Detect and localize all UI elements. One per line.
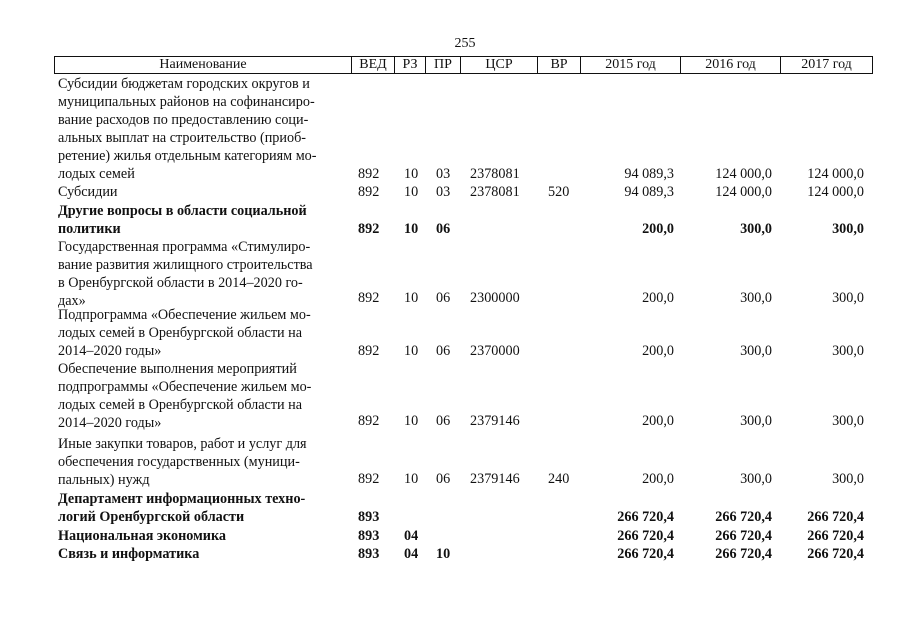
- row-pr: 03: [436, 166, 451, 182]
- row-vr: 240: [548, 471, 570, 487]
- row-2017: 266 720,4: [807, 528, 864, 544]
- header-name: Наименование: [159, 57, 247, 72]
- row-2015: 200,0: [642, 343, 674, 359]
- row-2017: 300,0: [832, 413, 864, 429]
- row-2017: 300,0: [832, 290, 864, 306]
- row-ved: 892: [358, 471, 380, 487]
- row-2015: 200,0: [642, 290, 674, 306]
- row-2015: 200,0: [642, 471, 674, 487]
- row-name: Национальная экономика: [58, 528, 227, 544]
- row-ved: 892: [358, 221, 380, 237]
- row-name: Иные закупки товаров, работ и услуг для обеспечения государственных (муници- пальных) нужд: [58, 436, 307, 488]
- row-pr: 06: [436, 290, 451, 306]
- row-name: Департамент информационных техно- логий Оренбургской области: [58, 491, 306, 525]
- row-ved: 893: [358, 546, 380, 562]
- row-2017: 300,0: [832, 471, 864, 487]
- row-pr: 06: [436, 221, 451, 237]
- row-ved: 892: [358, 290, 380, 306]
- row-name: Связь и информатика: [58, 546, 200, 562]
- header-2017: 2017 год: [780, 57, 872, 73]
- row-2017: 266 720,4: [807, 509, 864, 525]
- row-2017: 124 000,0: [807, 166, 864, 182]
- row-2016: 300,0: [740, 343, 772, 359]
- row-name: Субсидии бюджетам городских округов и муниципальных районов на софинансиро- вание расходов по предоставлению соци- альных выплат на строительство (приоб- ретение) жилья отдельным категориям мо- лодых семей: [58, 76, 317, 182]
- row-csr: 2379146: [470, 471, 520, 487]
- page-number: 255: [454, 36, 476, 51]
- row-2015: 266 720,4: [617, 509, 674, 525]
- header-csr: ЦСР: [460, 57, 537, 73]
- row-2015: 266 720,4: [617, 546, 674, 562]
- row-ved: 892: [358, 343, 380, 359]
- row-pr: 06: [436, 471, 451, 487]
- row-rz: 10: [404, 413, 419, 429]
- row-2016: 124 000,0: [715, 184, 772, 200]
- row-name: Государственная программа «Стимулиро- вание развития жилищного строительства в Оренбургской области в 2014–2020 го- дах»: [58, 239, 313, 309]
- header-vr: ВР: [537, 57, 580, 73]
- row-2015: 94 089,3: [624, 166, 674, 182]
- row-rz: 10: [404, 221, 419, 237]
- header-rz: РЗ: [394, 57, 425, 73]
- row-2016: 300,0: [740, 413, 772, 429]
- row-2015: 200,0: [642, 221, 674, 237]
- row-csr: 2370000: [470, 343, 520, 359]
- row-2015: 266 720,4: [617, 528, 674, 544]
- row-csr: 2300000: [470, 290, 520, 306]
- row-pr: 10: [436, 546, 451, 562]
- row-rz: 10: [404, 471, 419, 487]
- row-vr: 520: [548, 184, 570, 200]
- header-2015: 2015 год: [580, 57, 680, 73]
- row-rz: 04: [404, 528, 419, 544]
- row-name: Обеспечение выполнения мероприятий подпрограммы «Обеспечение жильем мо- лодых семей в Оренбургской области на 2014–2020 годы»: [58, 361, 312, 431]
- row-pr: 03: [436, 184, 451, 200]
- row-2016: 266 720,4: [715, 509, 772, 525]
- row-2016: 266 720,4: [715, 528, 772, 544]
- row-2016: 300,0: [740, 471, 772, 487]
- row-2017: 300,0: [832, 221, 864, 237]
- row-pr: 06: [436, 343, 451, 359]
- row-rz: 10: [404, 184, 419, 200]
- row-name: Подпрограмма «Обеспечение жильем мо- лодых семей в Оренбургской области на 2014–2020 годы»: [58, 307, 311, 359]
- row-ved: 892: [358, 413, 380, 429]
- row-2017: 266 720,4: [807, 546, 864, 562]
- row-ved: 892: [358, 184, 380, 200]
- row-2017: 124 000,0: [807, 184, 864, 200]
- header-ved: ВЕД: [351, 57, 394, 73]
- row-name: Субсидии: [58, 184, 118, 200]
- row-ved: 893: [358, 509, 380, 525]
- row-2017: 300,0: [832, 343, 864, 359]
- row-rz: 10: [404, 343, 419, 359]
- header-2016: 2016 год: [680, 57, 780, 73]
- row-2016: 266 720,4: [715, 546, 772, 562]
- row-ved: 893: [358, 528, 380, 544]
- row-csr: 2378081: [470, 166, 520, 182]
- row-name: Другие вопросы в области социальной политики: [58, 203, 307, 237]
- row-csr: 2378081: [470, 184, 520, 200]
- row-2016: 124 000,0: [715, 166, 772, 182]
- row-rz: 10: [404, 166, 419, 182]
- row-rz: 04: [404, 546, 419, 562]
- row-2015: 94 089,3: [624, 184, 674, 200]
- row-rz: 10: [404, 290, 419, 306]
- row-csr: 2379146: [470, 413, 520, 429]
- row-ved: 892: [358, 166, 380, 182]
- header-pr: ПР: [425, 57, 460, 73]
- row-2015: 200,0: [642, 413, 674, 429]
- row-pr: 06: [436, 413, 451, 429]
- row-2016: 300,0: [740, 290, 772, 306]
- row-2016: 300,0: [740, 221, 772, 237]
